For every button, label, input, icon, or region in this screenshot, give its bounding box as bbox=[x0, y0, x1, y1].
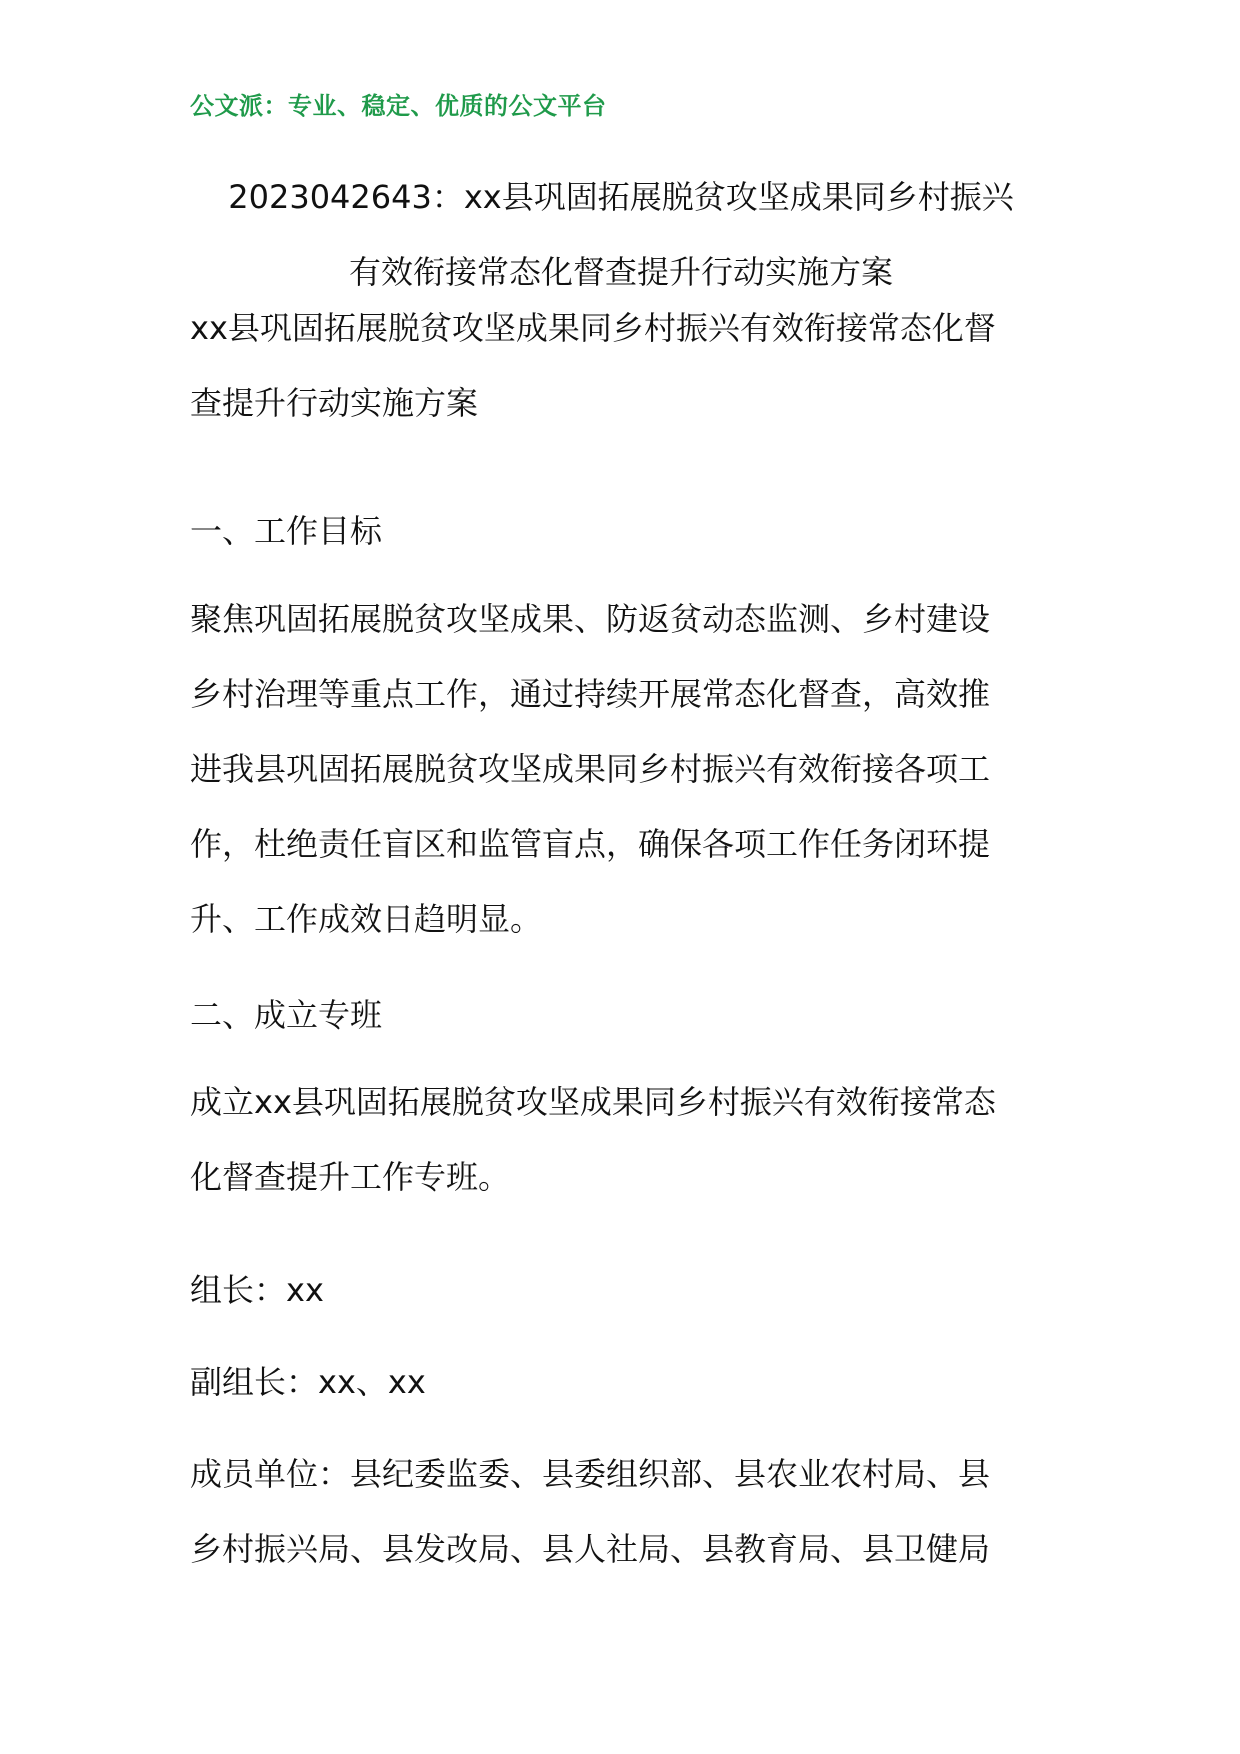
brand-header: 公文派：专业、稳定、优质的公文平台 bbox=[190, 92, 607, 120]
paragraph-line: 进我县巩固拓展脱贫攻坚成果同乡村振兴有效衔接各项工 bbox=[190, 750, 991, 788]
paragraph-line: 化督查提升工作专班。 bbox=[190, 1158, 511, 1196]
paragraph-line: 乡村治理等重点工作，通过持续开展常态化督查，高效推 bbox=[190, 675, 991, 713]
title-line: 有效衔接常态化督查提升行动实施方案 bbox=[348, 253, 893, 291]
title-line: 2023042643：xx县巩固拓展脱贫攻坚成果同乡村振兴 bbox=[228, 178, 1014, 216]
paragraph-line: 升、工作成效日趋明显。 bbox=[190, 900, 543, 938]
subtitle-line: 查提升行动实施方案 bbox=[190, 384, 479, 422]
paragraph-line: 成立xx县巩固拓展脱贫攻坚成果同乡村振兴有效衔接常态 bbox=[190, 1083, 996, 1121]
team-leader: 组长：xx bbox=[190, 1271, 324, 1309]
paragraph-line: 作，杜绝责任盲区和监管盲点，确保各项工作任务闭环提 bbox=[190, 825, 991, 863]
document-title bbox=[190, 160, 1052, 310]
subtitle-line: xx县巩固拓展脱贫攻坚成果同乡村振兴有效衔接常态化督 bbox=[190, 309, 996, 347]
team-deputy-leader: 副组长：xx、xx bbox=[190, 1363, 426, 1401]
section-body-goals bbox=[190, 582, 1060, 957]
team-members bbox=[190, 1437, 1060, 1587]
paragraph-line: 成员单位：县纪委监委、县委组织部、县农业农村局、县 bbox=[190, 1455, 991, 1493]
document-subtitle bbox=[190, 291, 1060, 441]
paragraph-line: 聚焦巩固拓展脱贫攻坚成果、防返贫动态监测、乡村建设 bbox=[190, 600, 991, 638]
section-heading-goals: 一、工作目标 bbox=[190, 512, 383, 550]
section-heading-team: 二、成立专班 bbox=[190, 996, 383, 1034]
paragraph-line: 乡村振兴局、县发改局、县人社局、县教育局、县卫健局 bbox=[190, 1530, 991, 1568]
section-body-team bbox=[190, 1065, 1060, 1215]
